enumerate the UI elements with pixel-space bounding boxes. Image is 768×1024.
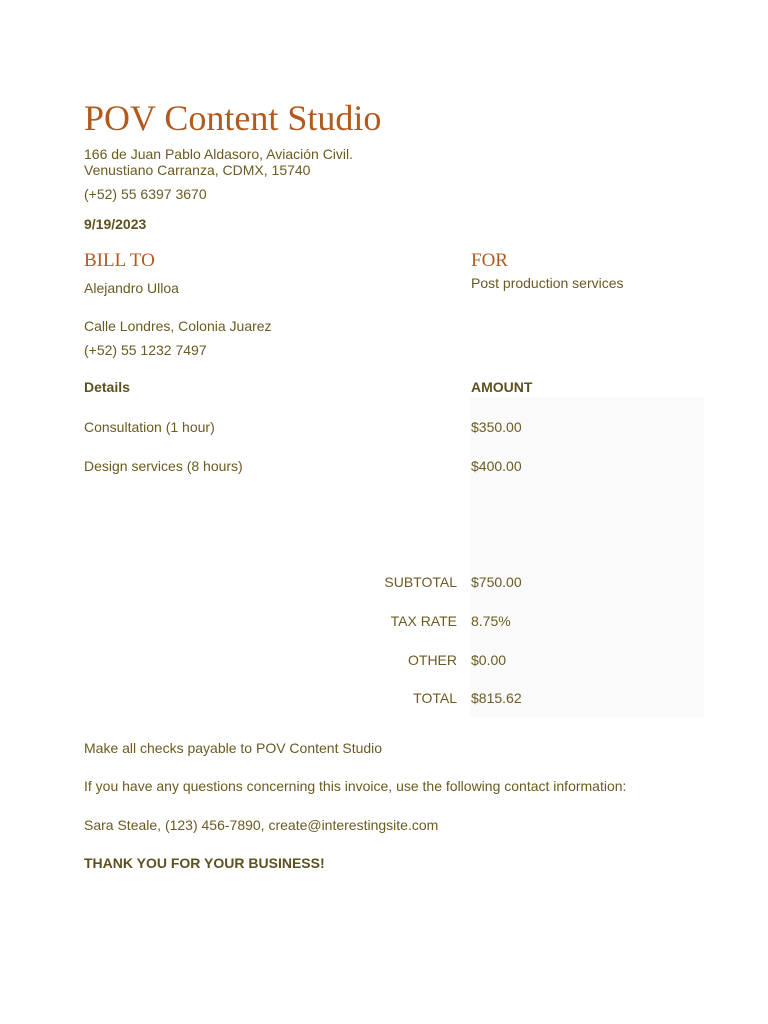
bill-to-name: Alejandro Ulloa bbox=[84, 280, 179, 296]
bill-to-heading: BILL TO bbox=[84, 250, 155, 271]
amount-column-background bbox=[470, 397, 704, 717]
company-name: POV Content Studio bbox=[84, 98, 382, 138]
subtotal-label: SUBTOTAL bbox=[384, 574, 457, 590]
other-value: $0.00 bbox=[471, 652, 507, 668]
for-heading: FOR bbox=[471, 250, 508, 271]
amount-column-header: AMOUNT bbox=[471, 379, 533, 395]
other-label: OTHER bbox=[408, 652, 457, 668]
questions-note: If you have any questions concerning this invoice, use the following contact information: bbox=[84, 778, 627, 794]
total-value: $815.62 bbox=[471, 690, 522, 706]
invoice-date: 9/19/2023 bbox=[84, 216, 147, 232]
tax-rate-value: 8.75% bbox=[471, 613, 511, 629]
details-column-header: Details bbox=[84, 379, 130, 395]
contact-info: Sara Steale, (123) 456-7890, create@interestingsite.com bbox=[84, 817, 439, 833]
subtotal-value: $750.00 bbox=[471, 574, 522, 590]
total-label: TOTAL bbox=[413, 690, 457, 706]
bill-to-phone: (+52) 55 1232 7497 bbox=[84, 342, 207, 358]
company-phone: (+52) 55 6397 3670 bbox=[84, 186, 207, 202]
line-item-amount: $350.00 bbox=[471, 419, 522, 435]
line-item-detail: Design services (8 hours) bbox=[84, 458, 243, 474]
line-item-detail: Consultation (1 hour) bbox=[84, 419, 215, 435]
company-address-line2: Venustiano Carranza, CDMX, 15740 bbox=[84, 162, 311, 178]
tax-rate-label: TAX RATE bbox=[390, 613, 457, 629]
checks-payable-note: Make all checks payable to POV Content Studio bbox=[84, 740, 383, 756]
bill-to-address: Calle Londres, Colonia Juarez bbox=[84, 318, 272, 334]
for-description: Post production services bbox=[471, 275, 624, 291]
thank-you-message: THANK YOU FOR YOUR BUSINESS! bbox=[84, 855, 325, 871]
line-item-amount: $400.00 bbox=[471, 458, 522, 474]
company-address-line1: 166 de Juan Pablo Aldasoro, Aviación Civil. bbox=[84, 146, 354, 162]
